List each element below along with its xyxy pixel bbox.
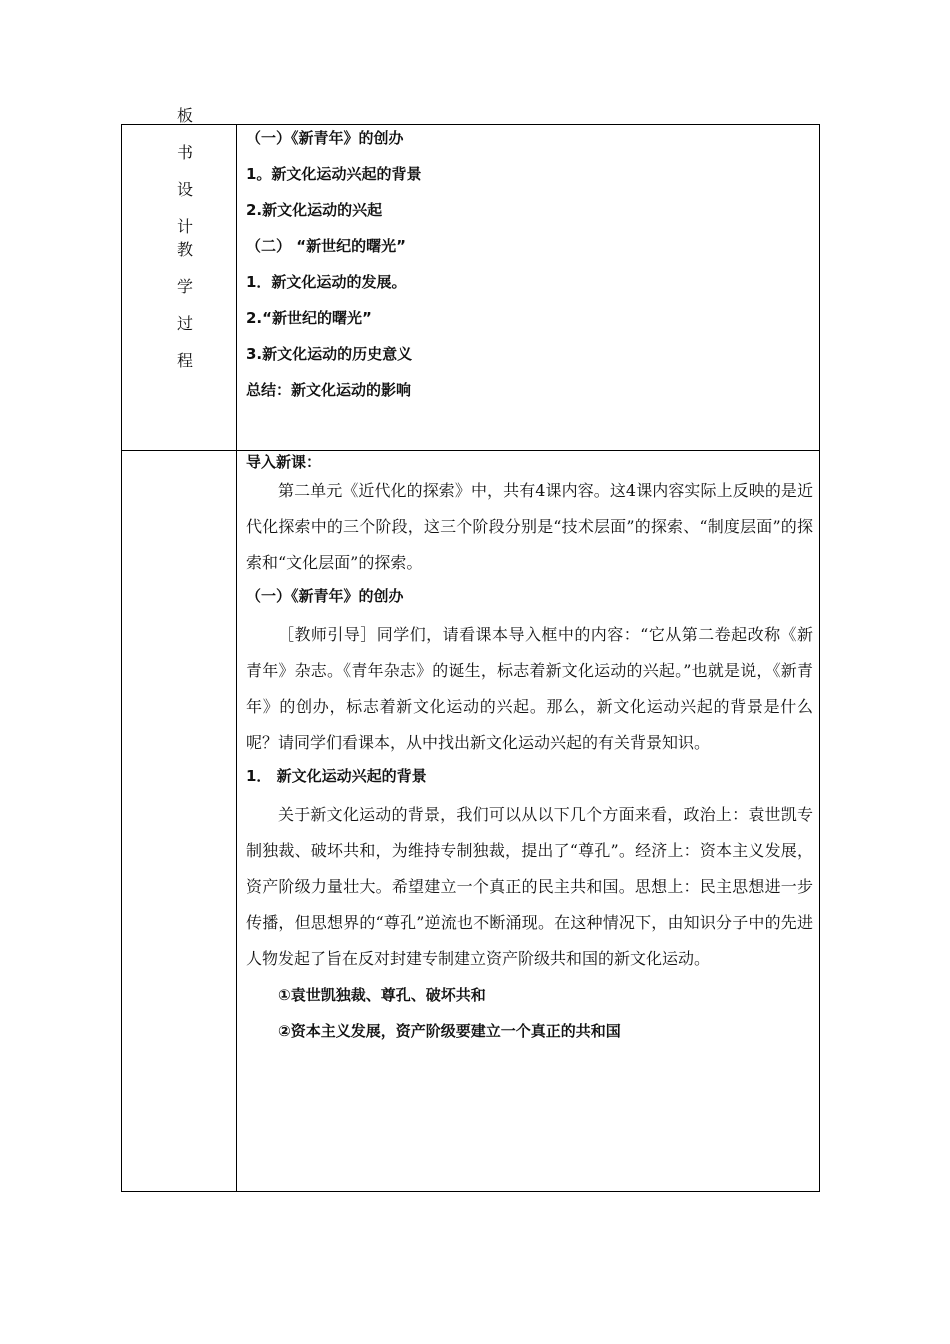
point-item: ①袁世凯独裁、尊孔、破坏共和 (278, 986, 486, 1004)
label-char: 计 (176, 217, 193, 236)
intro-heading: 导入新课： (246, 453, 322, 471)
board-line: 2.新文化运动的兴起 (246, 201, 383, 219)
teaching-process-label-cell (122, 240, 237, 1192)
label-char: 程 (176, 351, 193, 370)
teaching-process-label (134, 231, 236, 379)
board-line: （一）《新青年》的创办 (246, 129, 404, 147)
board-line: 2.“新世纪的曙光” (246, 309, 372, 327)
label-char: 学 (176, 277, 193, 296)
label-char: 设 (176, 180, 193, 199)
background-paragraph: 关于新文化运动的背景，我们可以从以下几个方面来看，政治上：袁世凯专制独裁、破坏共和，为维持专制独裁，提出了“尊孔”。经济上：资本主义发展，资产阶级力量壮大。希望建立一个真正的民主共和国。思想上：民主思想进一步传播，但思想界的“尊孔”逆流也不断涌现。在这种情况下，由知识分子中的先进人物发起了旨在反对封建专制建立资产阶级共和国的新文化运动。 (246, 805, 813, 968)
board-line: （二） “新世纪的曙光” (246, 237, 406, 255)
label-char: 过 (176, 314, 193, 333)
label-char: 书 (176, 143, 193, 162)
intro-paragraph: 第二单元《近代化的探索》中，共有4课内容。这4课内容实际上反映的是近代化探索中的三个阶段，这三个阶段分别是“技术层面”的探索、“制度层面”的探索和“文化层面”的探索。 (246, 481, 813, 572)
lesson-plan-table (121, 106, 820, 1192)
board-line: 总结：新文化运动的影响 (246, 381, 412, 399)
board-line: 3.新文化运动的历史意义 (246, 345, 413, 363)
board-line: 1。新文化运动兴起的背景 (246, 165, 422, 183)
section-heading: （一）《新青年》的创办 (246, 587, 404, 605)
board-design-content (237, 125, 820, 451)
teacher-guide-paragraph: ［教师引导］同学们，请看课本导入框中的内容：“它从第二卷起改称《新青年》杂志。《青年杂志》的诞生，标志着新文化运动的兴起。”也就是说，《新青年》的创办，标志着新文化运动的兴起。那么，新文化运动兴起的背景是什么呢？请同学们看课本，从中找出新文化运动兴起的有关背景知识。 (246, 625, 813, 752)
board-line: 1．新文化运动的发展。 (246, 273, 407, 291)
subheading: 1． 新文化运动兴起的背景 (246, 767, 427, 785)
point-item: ②资本主义发展，资产阶级要建立一个真正的共和国 (278, 1022, 621, 1040)
label-char: 板 (176, 106, 193, 125)
board-design-label (134, 97, 236, 245)
teaching-process-content (237, 451, 820, 1192)
teaching-process-row (122, 451, 820, 1192)
label-char: 教 (176, 240, 193, 259)
